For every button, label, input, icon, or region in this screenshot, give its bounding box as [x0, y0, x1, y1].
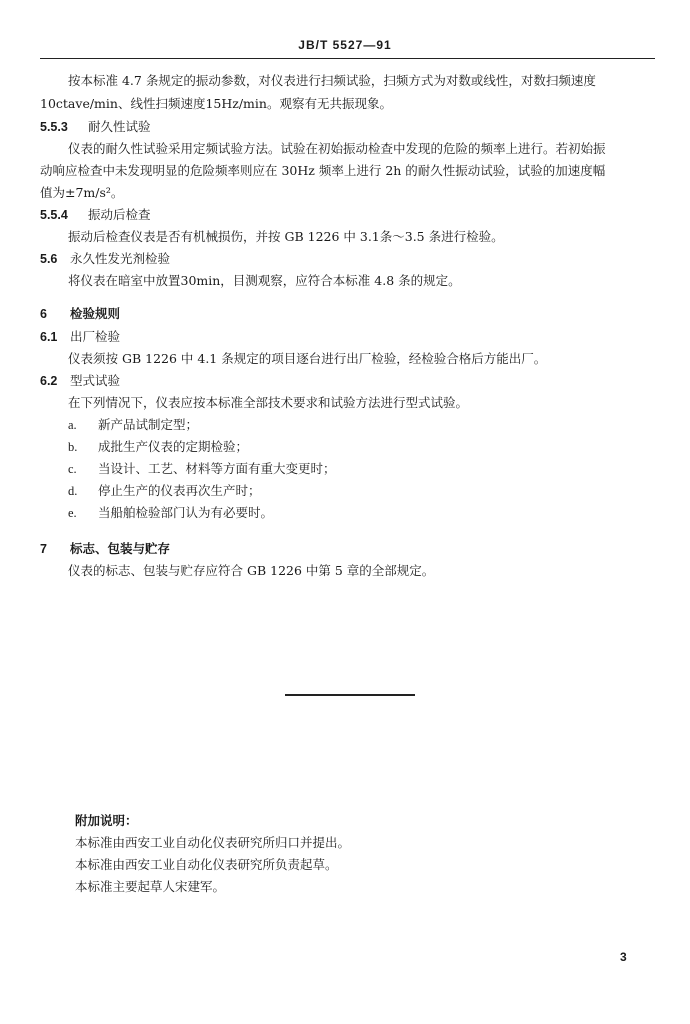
list-item	[68, 416, 198, 434]
section-number: 6	[40, 307, 47, 321]
list-item	[68, 504, 273, 522]
section-6-2-heading	[40, 372, 120, 390]
section-6-heading	[40, 305, 120, 323]
notes-line-2: 本标准由西安工业自动化仪表研究所负责起草。	[75, 857, 338, 872]
section-title: 振动后检查	[88, 207, 151, 222]
list-item-text: 当设计、工艺、材料等方面有重大变更时；	[98, 461, 336, 476]
section-6-1-heading	[40, 328, 120, 346]
end-of-text-rule	[285, 694, 415, 696]
section-6-1-text: 仪表须按 GB 1226 中 4.1 条规定的项目逐台进行出厂检验，经检验合格后方能出厂。	[68, 351, 547, 366]
section-5-6-heading	[40, 250, 170, 268]
section-number: 5.5.3	[40, 120, 68, 134]
section-title: 标志、包装与贮存	[70, 541, 171, 556]
section-5-5-3-text-3: 值为±7m/s²。	[40, 185, 124, 200]
list-item-letter: c.	[68, 462, 77, 476]
list-item-text: 当船舶检验部门认为有必要时。	[98, 505, 274, 520]
list-item	[68, 460, 336, 478]
section-title: 出厂检验	[70, 329, 121, 344]
section-number: 6.2	[40, 374, 58, 388]
notes-line-1: 本标准由西安工业自动化仪表研究所归口并提出。	[75, 835, 351, 850]
section-title: 耐久性试验	[88, 119, 151, 134]
notes-line-3: 本标准主要起草人宋建军。	[75, 879, 226, 894]
list-item-letter: a.	[68, 418, 77, 432]
section-number: 7	[40, 542, 47, 556]
section-5-5-3-text-2: 动响应检查中未发现明显的危险频率则应在 30Hz 频率上进行 2h 的耐久性振动试验，试验的加速度幅	[40, 163, 606, 178]
section-5-5-4-text: 振动后检查仪表是否有机械损伤，并按 GB 1226 中 3.1条～3.5 条进行检验。	[68, 229, 504, 244]
section-title: 型式试验	[70, 373, 121, 388]
list-item-text: 成批生产仪表的定期检验；	[98, 439, 249, 454]
intro-line-1: 按本标准 4.7 条规定的振动参数，对仪表进行扫频试验，扫频方式为对数或线性，对数扫频速度	[68, 73, 596, 88]
list-item-letter: e.	[68, 506, 77, 520]
list-item	[68, 482, 261, 500]
section-number: 6.1	[40, 330, 58, 344]
list-item	[68, 438, 248, 456]
section-5-5-3-heading	[40, 118, 151, 136]
section-6-2-text: 在下列情况下，仪表应按本标准全部技术要求和试验方法进行型式试验。	[68, 395, 469, 410]
section-5-6-text: 将仪表在暗室中放置30min，目测观察，应符合本标准 4.8 条的规定。	[68, 273, 461, 288]
section-7-heading	[40, 540, 170, 558]
list-item-letter: d.	[68, 484, 78, 498]
section-number: 5.6	[40, 252, 58, 266]
section-title: 检验规则	[70, 306, 121, 321]
section-5-5-3-text-1: 仪表的耐久性试验采用定频试验方法。试验在初始振动检查中发现的危险的频率上进行。若初始振	[68, 141, 606, 156]
section-title: 永久性发光剂检验	[70, 251, 171, 266]
standard-code-header: JB/T 5527—91	[298, 38, 392, 52]
list-item-text: 停止生产的仪表再次生产时；	[98, 483, 261, 498]
section-number: 5.5.4	[40, 208, 68, 222]
list-item-letter: b.	[68, 440, 78, 454]
header-rule	[40, 58, 655, 59]
section-5-5-4-heading	[40, 206, 151, 224]
section-7-text: 仪表的标志、包装与贮存应符合 GB 1226 中第 5 章的全部规定。	[68, 563, 435, 578]
list-item-text: 新产品试制定型；	[98, 417, 199, 432]
intro-line-2: 10ctave/min、线性扫频速度15Hz/min。观察有无共振现象。	[40, 96, 392, 111]
notes-heading: 附加说明：	[75, 813, 138, 828]
page-number: 3	[620, 950, 627, 964]
